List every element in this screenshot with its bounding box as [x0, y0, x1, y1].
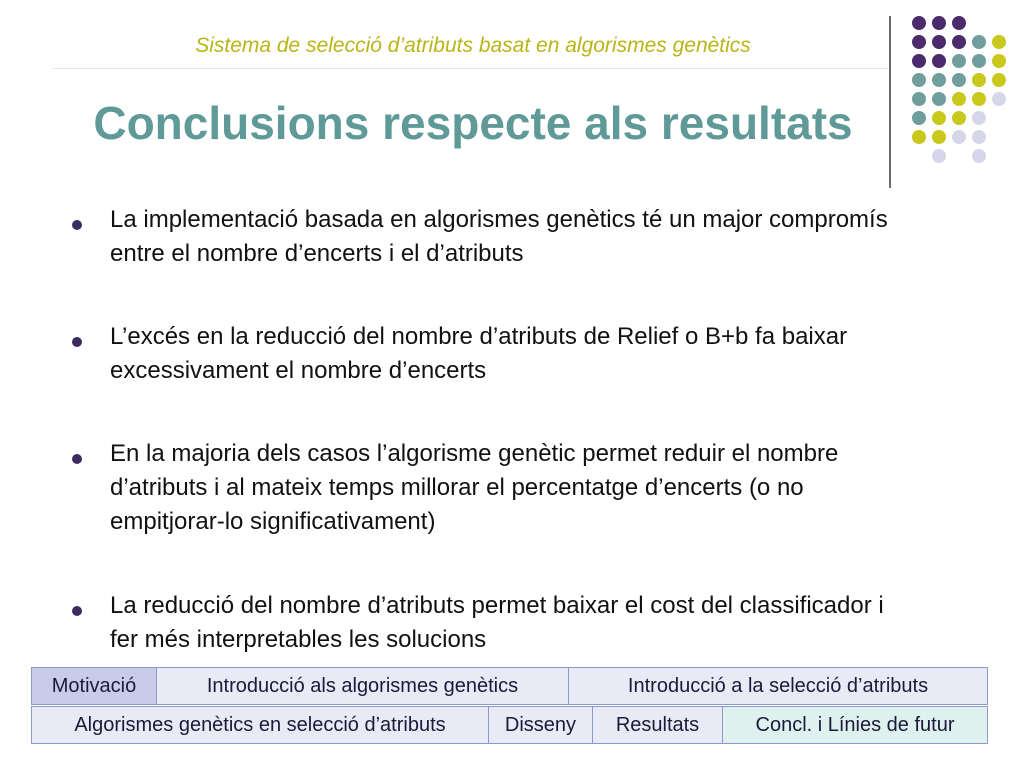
dot-purple	[932, 35, 946, 49]
bullet-text: La implementació basada en algorismes genètics té un major compromís entre el nombre d’encerts i el d’atributs	[110, 206, 888, 267]
dot-purple	[932, 54, 946, 68]
presentation-subtitle: Sistema de selecció d’atributs basat en algorismes genètics	[195, 34, 751, 57]
dot-yellow	[972, 92, 986, 106]
dot-purple	[912, 16, 926, 30]
dot-lavender	[992, 92, 1006, 106]
bullet-text: En la majoria dels casos l’algorisme genètic permet reduir el nombre d’atributs i al mateix temps millorar el percentatge d’encerts (o no empitjorar-lo significativament)	[110, 440, 839, 535]
dot-teal	[912, 73, 926, 87]
dot-lavender	[972, 130, 986, 144]
dot-lavender	[972, 111, 986, 125]
dot-lavender	[972, 149, 986, 163]
dot-yellow	[972, 73, 986, 87]
dot-yellow	[932, 111, 946, 125]
header-divider	[52, 68, 888, 69]
dot-yellow	[952, 92, 966, 106]
nav-motivacio[interactable]: Motivació	[31, 667, 157, 705]
dot-yellow	[912, 130, 926, 144]
dot-teal	[912, 111, 926, 125]
dot-purple	[912, 35, 926, 49]
nav-resultats[interactable]: Resultats	[592, 706, 723, 744]
vertical-divider	[889, 16, 891, 188]
dot-yellow	[992, 73, 1006, 87]
nav-disseny[interactable]: Disseny	[488, 706, 593, 744]
dot-yellow	[992, 54, 1006, 68]
bullet-dot-icon	[72, 606, 82, 616]
dot-lavender	[932, 149, 946, 163]
dot-teal	[952, 73, 966, 87]
dot-teal	[972, 35, 986, 49]
nav-introduccio-seleccio[interactable]: Introducció a la selecció d’atributs	[568, 667, 988, 705]
dot-teal	[952, 54, 966, 68]
dot-teal	[932, 73, 946, 87]
dot-yellow	[932, 130, 946, 144]
bullet-dot-icon	[72, 220, 82, 230]
slide-title: Conclusions respecte als resultats	[93, 97, 853, 149]
dot-teal	[932, 92, 946, 106]
bullet-text: L’excés en la reducció del nombre d’atributs de Relief o B+b fa baixar excessivament el nombre d’encerts	[110, 323, 848, 384]
dot-purple	[932, 16, 946, 30]
nav-introduccio-algorismes[interactable]: Introducció als algorismes genètics	[156, 667, 569, 705]
dot-purple	[952, 16, 966, 30]
bullet-text: La reducció del nombre d’atributs permet baixar el cost del classificador i fer més interpretables les solucions	[110, 592, 884, 653]
decorative-dot-grid	[906, 12, 1016, 172]
bullet-dot-icon	[72, 454, 82, 464]
dot-teal	[912, 92, 926, 106]
dot-teal	[972, 54, 986, 68]
nav-conclusions[interactable]: Concl. i Línies de futur	[722, 706, 988, 744]
dot-yellow	[952, 111, 966, 125]
dot-purple	[912, 54, 926, 68]
dot-yellow	[992, 35, 1006, 49]
bullet-dot-icon	[72, 337, 82, 347]
dot-lavender	[952, 130, 966, 144]
nav-algorismes-seleccio[interactable]: Algorismes genètics en selecció d’atributs	[31, 706, 489, 744]
dot-purple	[952, 35, 966, 49]
